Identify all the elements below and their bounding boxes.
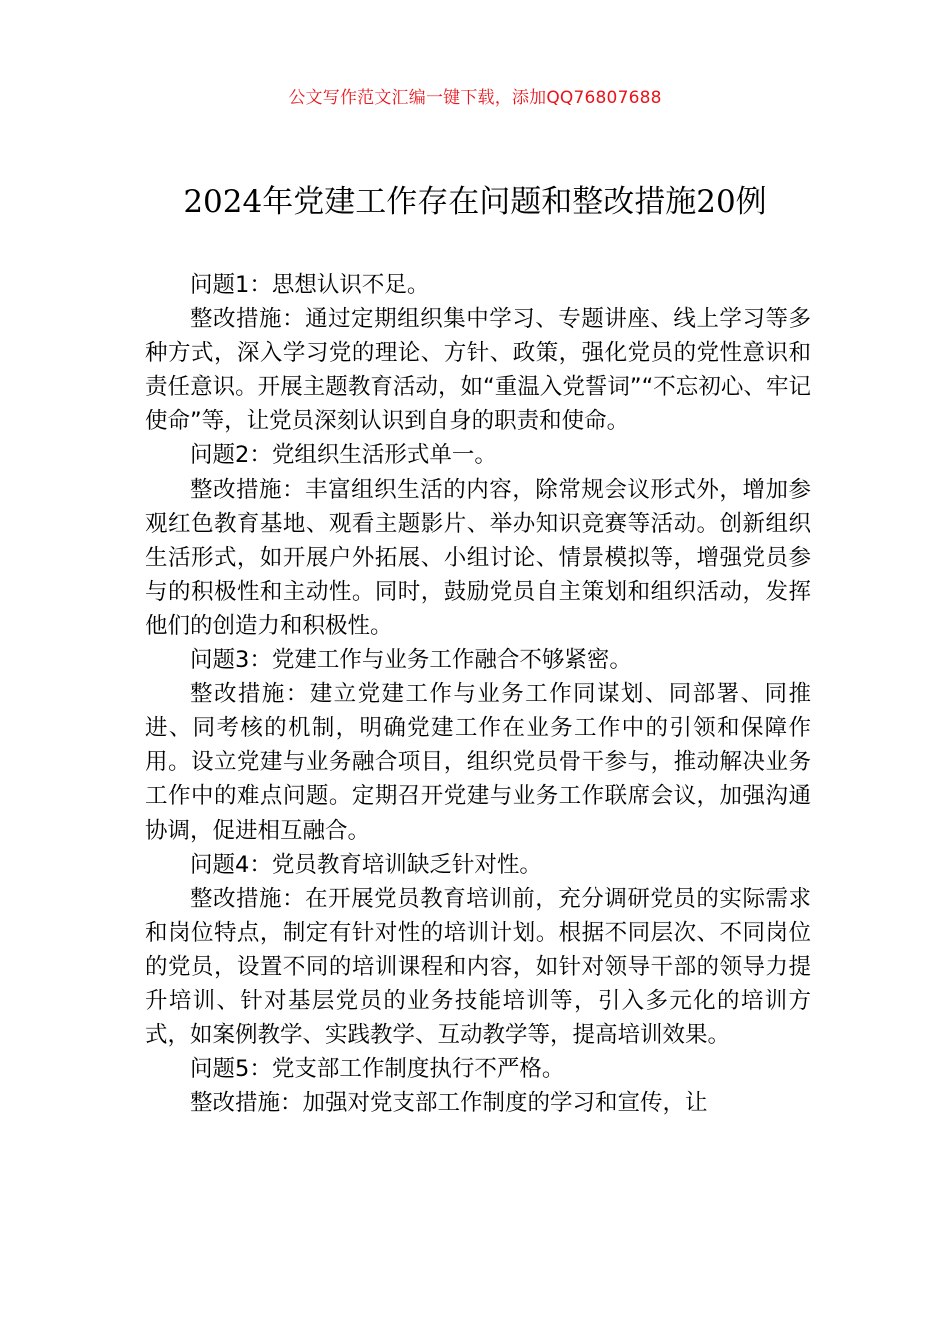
issue-3-heading: 问题3：党建工作与业务工作融合不够紧密。 bbox=[190, 647, 632, 674]
issue-4-heading: 问题4：党员教育培训缺乏针对性。 bbox=[190, 851, 542, 878]
issue-3-measures: 整改措施：建立党建工作与业务工作同谋划、同部署、同推进、同考核的机制，明确党建工作在业务工作中的引领和保障作用。设立党建与业务融合项目，组织党员骨干参与，推动解决业务工作中的难点问题。定期召开党建与业务工作联席会议，加强沟通协调，促进相互融合。 bbox=[145, 681, 811, 844]
download-promo-note: 公文写作范文汇编一键下载，添加QQ76807688 bbox=[288, 88, 662, 108]
issue-5-heading: 问题5：党支部工作制度执行不严格。 bbox=[190, 1056, 565, 1083]
issue-2-measures: 整改措施：丰富组织生活的内容，除常规会议形式外，增加参观红色教育基地、观看主题影片、举办知识竞赛等活动。创新组织生活形式，如开展户外拓展、小组讨论、情景模拟等，增强党员参与的积极性和主动性。同时，鼓励党员自主策划和组织活动，发挥他们的创造力和积极性。 bbox=[145, 476, 811, 639]
document-title: 2024年党建工作存在问题和整改措施20例 bbox=[183, 184, 767, 220]
issue-4-measures: 整改措施：在开展党员教育培训前，充分调研党员的实际需求和岗位特点，制定有针对性的培训计划。根据不同层次、不同岗位的党员，设置不同的培训课程和内容，如针对领导干部的领导力提升培训、针对基层党员的业务技能培训等，引入多元化的培训方式，如案例教学、实践教学、互动教学等，提高培训效果。 bbox=[145, 885, 811, 1049]
issue-5-measures: 整改措施：加强对党支部工作制度的学习和宣传，让 bbox=[190, 1090, 708, 1117]
issue-1-heading: 问题1：思想认识不足。 bbox=[190, 272, 430, 298]
document-body bbox=[145, 268, 811, 1120]
issue-1-measures: 整改措施：通过定期组织集中学习、专题讲座、线上学习等多种方式，深入学习党的理论、方针、政策，强化党员的党性意识和责任意识。开展主题教育活动，如“重温入党誓词”“不忘初心、牢记使命”等，让党员深刻认识到自身的职责和使命。 bbox=[145, 306, 811, 435]
issue-2-heading: 问题2：党组织生活形式单一。 bbox=[190, 442, 497, 469]
